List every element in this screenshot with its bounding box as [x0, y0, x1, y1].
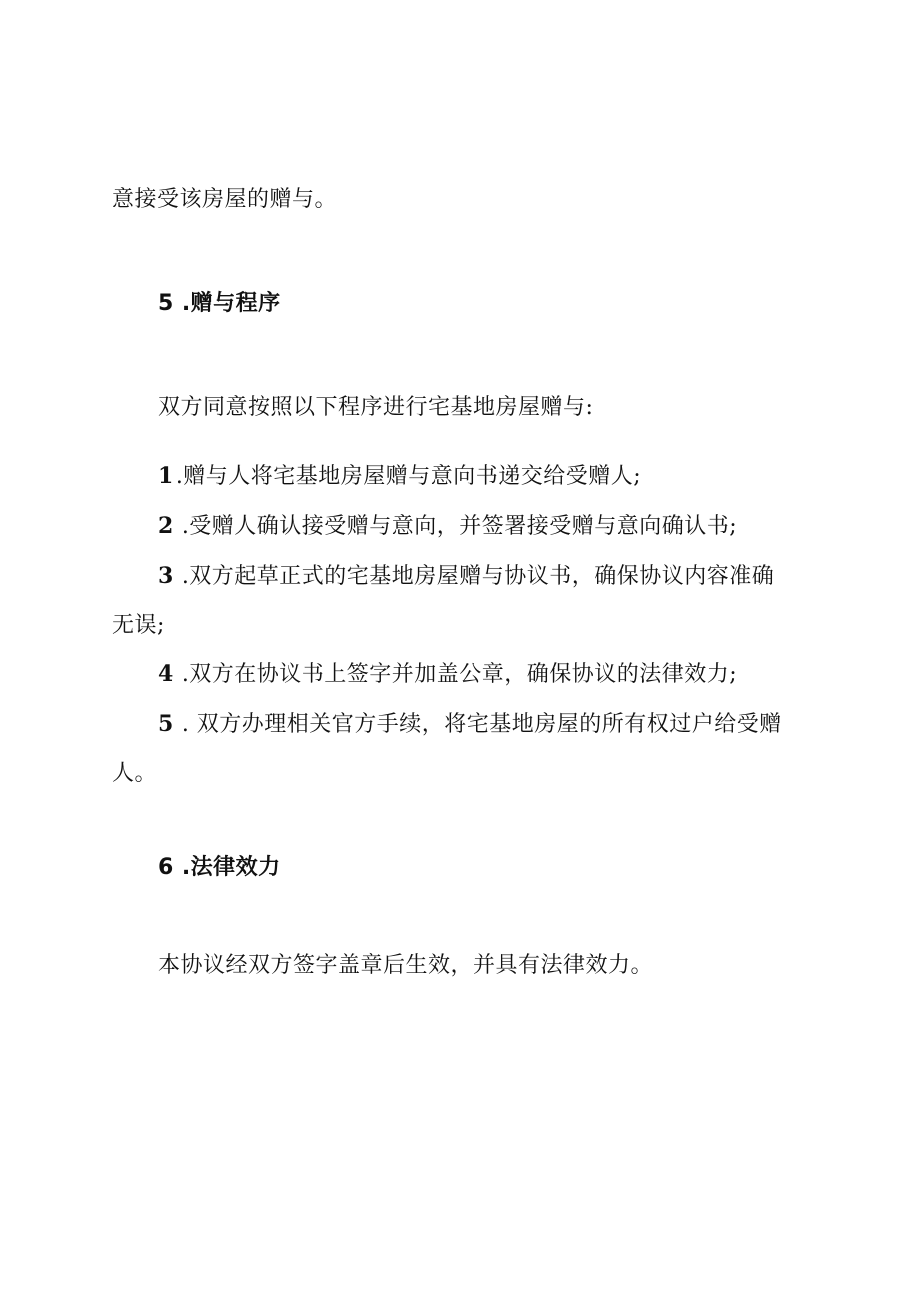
step-5-continuation: 人。 — [112, 761, 158, 786]
section-6-body: 本协议经双方签字盖章后生效，并具有法律效力。 — [158, 953, 654, 978]
step-1 — [158, 462, 858, 491]
section-5-intro: 双方同意按照以下程序进行宅基地房屋赠与: — [158, 395, 594, 420]
step-4 — [158, 660, 858, 689]
step-3 — [158, 562, 858, 591]
step-1-number: 1 — [158, 463, 174, 489]
step-4-text: .双方在协议书上签字并加盖公章，确保协议的法律效力; — [181, 662, 738, 687]
step-5-number: 5 — [158, 711, 174, 737]
section-5-heading — [158, 290, 858, 318]
step-3-text: .双方起草正式的宅基地房屋赠与协议书，确保协议内容准确 — [181, 564, 775, 589]
section-5-number: 5 — [158, 291, 174, 316]
step-3-number: 3 — [158, 563, 174, 589]
section-6-title: .法律效力 — [181, 855, 281, 880]
step-1-text: .赠与人将宅基地房屋赠与意向书递交给受赠人; — [175, 464, 642, 489]
step-2-number: 2 — [158, 513, 174, 539]
continuation-text: 意接受该房屋的赠与。 — [112, 187, 338, 212]
step-2-text: .受赠人确认接受赠与意向，并签署接受赠与意向确认书; — [181, 514, 738, 539]
section-6-heading — [158, 854, 858, 882]
section-5-title: .赠与程序 — [181, 291, 281, 316]
step-3-continuation: 无误; — [112, 613, 165, 638]
section-6-number: 6 — [158, 855, 174, 880]
step-4-number: 4 — [158, 661, 174, 687]
step-5-text: . 双方办理相关官方手续，将宅基地房屋的所有权过户给受赠 — [181, 712, 782, 737]
step-5 — [158, 710, 858, 739]
step-2 — [158, 512, 858, 541]
